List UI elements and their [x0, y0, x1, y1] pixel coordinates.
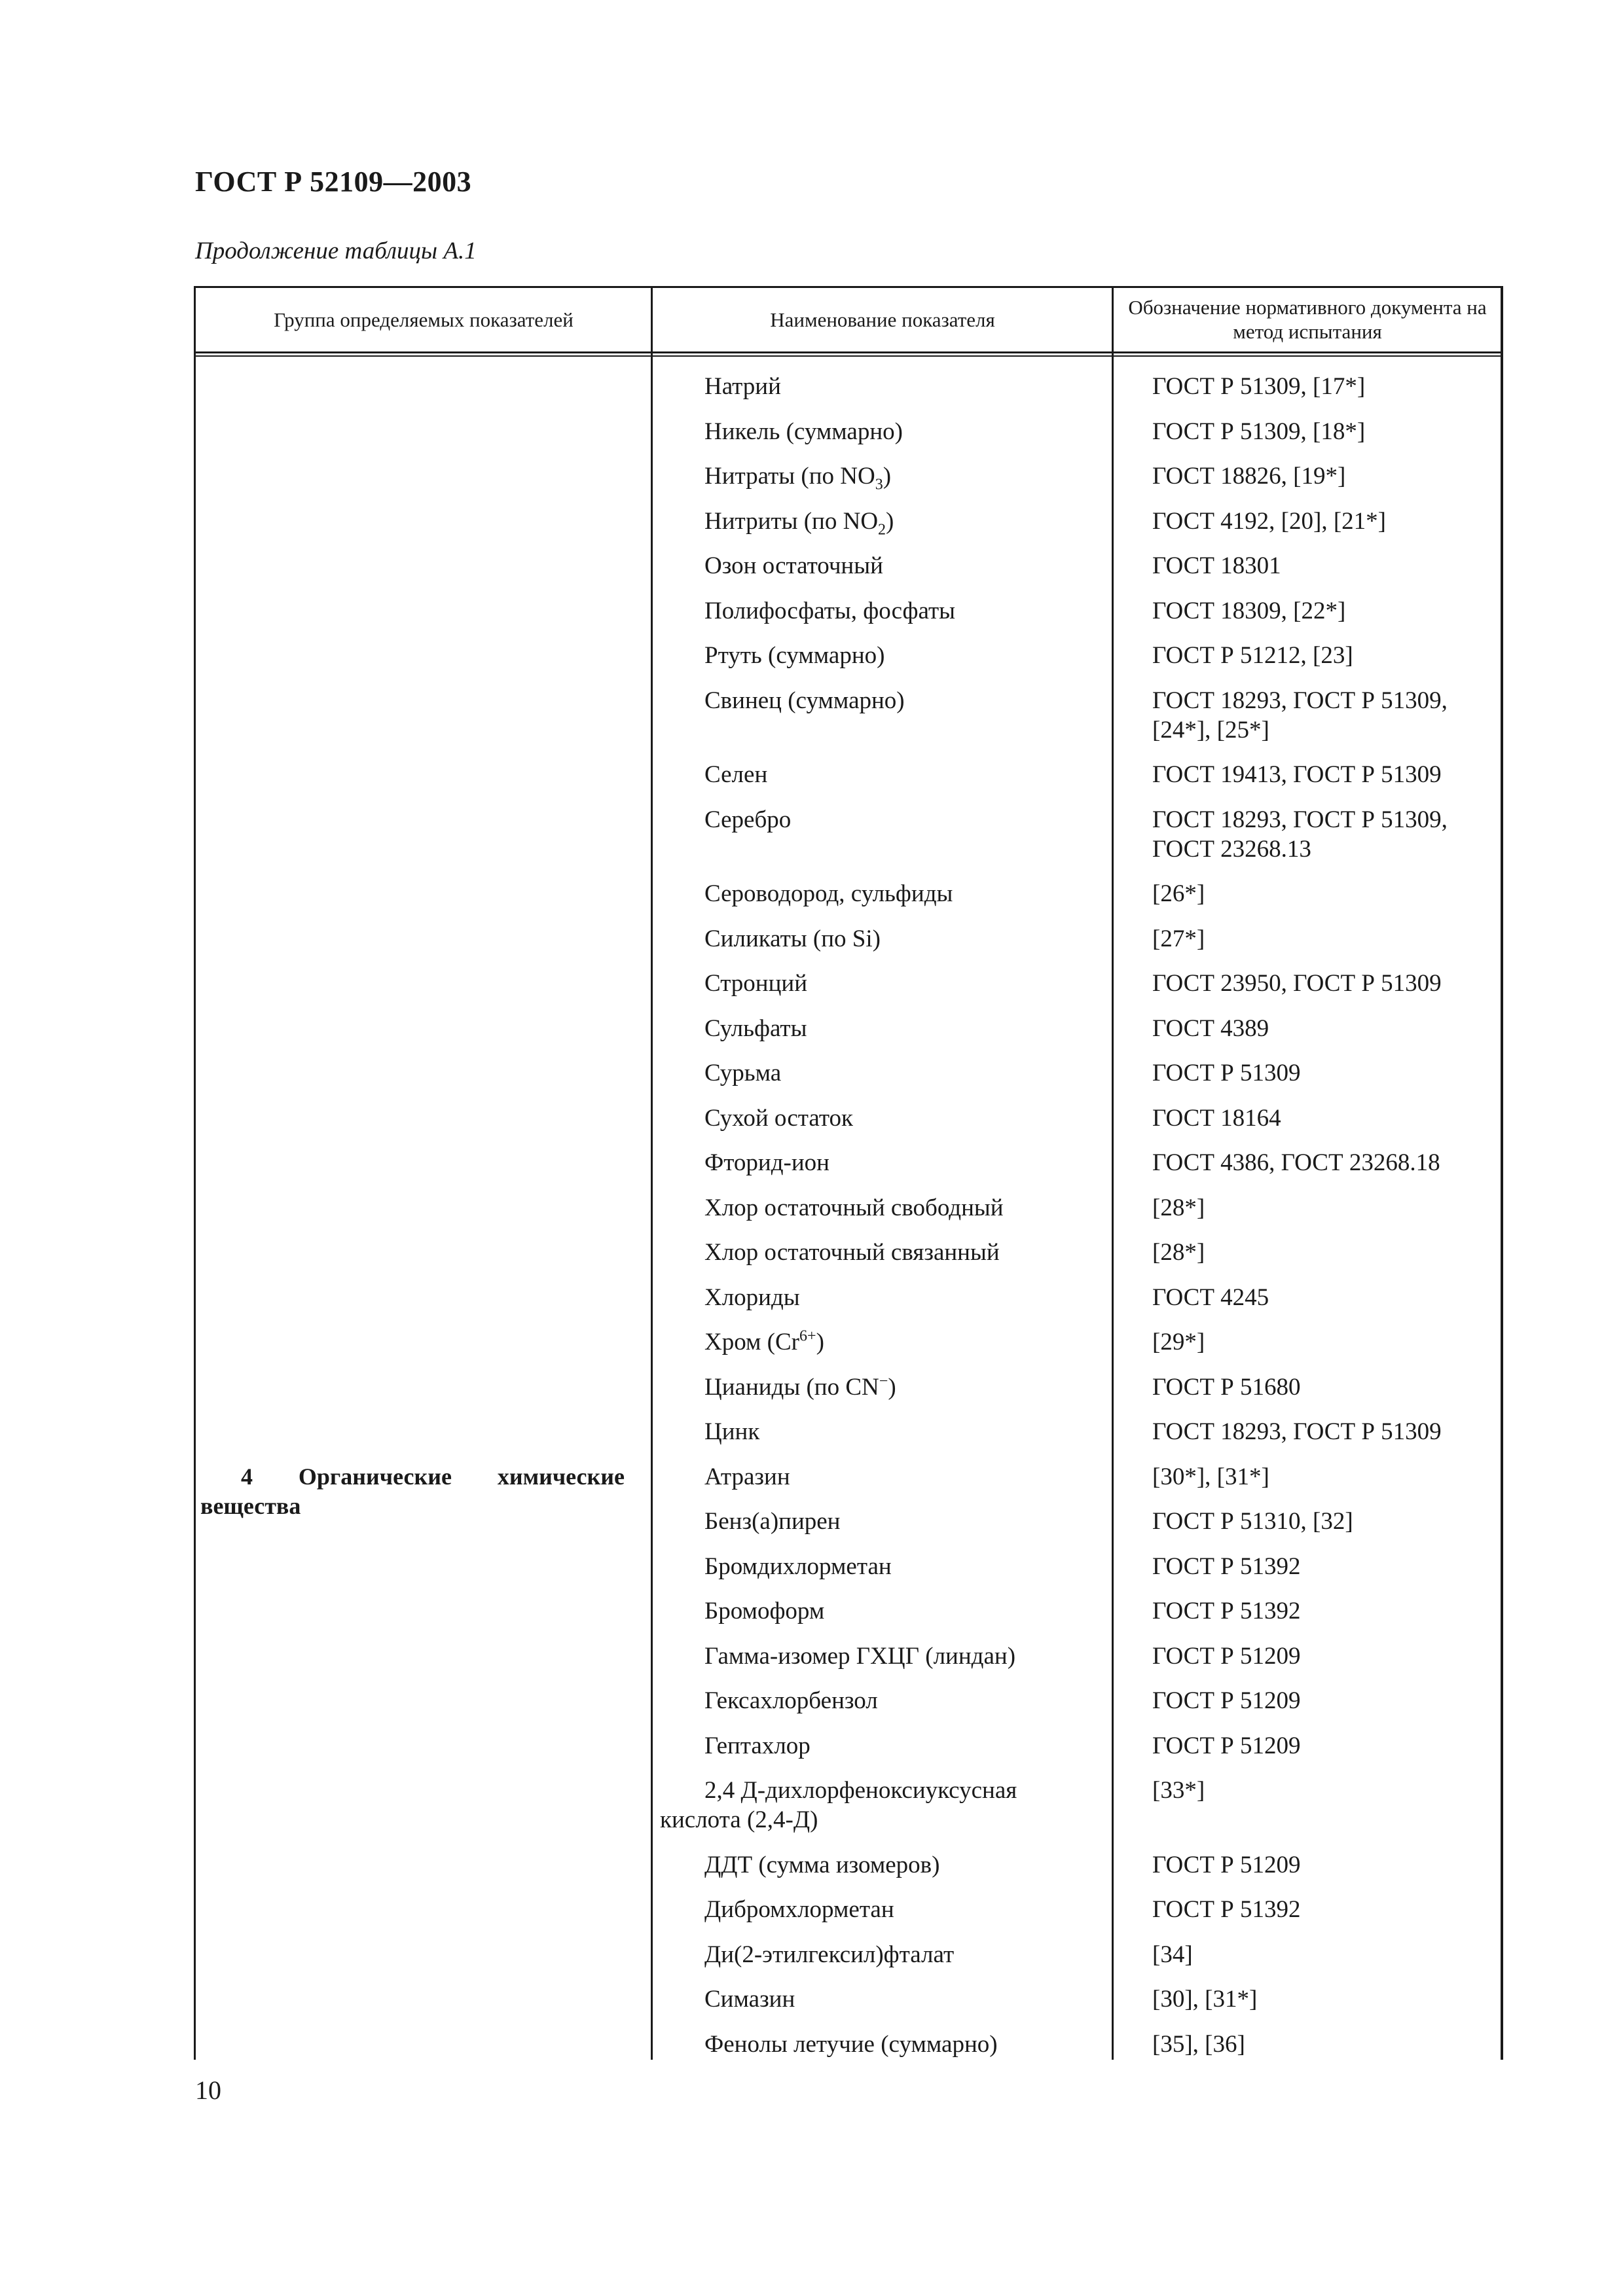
row-doc: ГОСТ 18164	[1152, 1104, 1281, 1132]
row-name	[704, 1462, 790, 1492]
row-name	[704, 2030, 998, 2059]
row-name-text: Серебро	[704, 806, 792, 833]
row-doc: ГОСТ 18293, ГОСТ Р 51309,	[1152, 806, 1448, 833]
row-doc: [33*]	[1152, 1777, 1205, 1804]
row-doc: ГОСТ Р 51310, [32]	[1152, 1508, 1353, 1535]
row-name-text: Натрий	[704, 373, 781, 400]
row-name	[704, 1507, 840, 1536]
row-name	[704, 1776, 1017, 1805]
row-name-line2: кислота (2,4-Д)	[660, 1806, 818, 1833]
row-name	[704, 1686, 878, 1715]
row-name-text: Хром (Cr	[704, 1329, 800, 1355]
row-name	[704, 760, 767, 789]
row-name-text: Гептахлор	[704, 1732, 811, 1759]
row-name	[704, 372, 781, 401]
row-doc: [34]	[1152, 1941, 1193, 1968]
header-group: Группа определяемых показателей	[274, 308, 574, 331]
row-name	[704, 805, 791, 834]
row-name	[704, 417, 903, 446]
row-doc: ГОСТ Р 51309	[1152, 1060, 1301, 1086]
row-name-text: Свинец (суммарно)	[704, 687, 905, 714]
row-doc: [30*], [31*]	[1152, 1463, 1269, 1490]
row-name	[704, 507, 894, 536]
row-name	[704, 1984, 795, 2014]
row-name-superscript: 6+	[799, 1327, 816, 1345]
row-name	[704, 641, 884, 670]
column-divider-2	[1112, 286, 1114, 2060]
row-name	[704, 1552, 892, 1581]
row-doc: [27*]	[1152, 925, 1205, 952]
row-name	[704, 686, 905, 715]
row-doc: ГОСТ 19413, ГОСТ Р 51309	[1152, 761, 1442, 788]
row-name-text: Бромоформ	[704, 1598, 825, 1624]
row-name-text: Озон остаточный	[704, 552, 883, 579]
row-doc: [26*]	[1152, 880, 1205, 907]
row-name-text: Гексахлорбензол	[704, 1687, 878, 1714]
row-name-text: Симазин	[704, 1986, 795, 2013]
header-name: Наименование показателя	[770, 308, 995, 331]
row-name-text: Хлор остаточный связанный	[704, 1239, 1000, 1266]
row-name-text: Дибромхлорметан	[704, 1896, 894, 1923]
row-doc: ГОСТ 18309, [22*]	[1152, 597, 1346, 624]
row-doc: [28*]	[1152, 1239, 1205, 1266]
row-name-text: Селен	[704, 761, 768, 788]
table-left-border	[194, 286, 196, 2060]
row-doc: ГОСТ 23950, ГОСТ Р 51309	[1152, 970, 1442, 997]
row-name-text: Полифосфаты, фосфаты	[704, 597, 955, 624]
row-name-text: Фторид-ион	[704, 1149, 830, 1176]
row-name	[704, 596, 955, 626]
row-doc-line2: [24*], [25*]	[1152, 716, 1269, 744]
row-doc: ГОСТ 4245	[1152, 1283, 1269, 1311]
row-doc: [35], [36]	[1152, 2030, 1245, 2058]
row-doc: ГОСТ 18301	[1152, 552, 1281, 579]
row-name-superscript: −	[879, 1372, 888, 1390]
row-name	[704, 1940, 954, 1969]
group-label: 4 Органические химические вещества	[200, 1463, 625, 1519]
row-name	[704, 1417, 759, 1446]
row-doc: ГОСТ Р 51680	[1152, 1373, 1301, 1401]
row-name	[704, 1148, 830, 1177]
row-name-text: Сухой остаток	[704, 1104, 853, 1132]
row-name-text: Никель (суммарно)	[704, 418, 903, 445]
row-name	[704, 461, 891, 491]
row-name	[704, 1596, 824, 1626]
row-name-text: Бенз(а)пирен	[704, 1508, 841, 1535]
row-name-text: Сульфаты	[704, 1014, 807, 1042]
row-name-text-end: )	[888, 1373, 896, 1401]
column-divider-1	[651, 286, 653, 2060]
page-number: 10	[195, 2075, 221, 2105]
row-name-text: ДДТ (сумма изомеров)	[704, 1851, 940, 1878]
row-doc: ГОСТ Р 51392	[1152, 1598, 1301, 1624]
row-name	[704, 1850, 939, 1880]
row-name-text: Цинк	[704, 1418, 760, 1445]
row-doc: ГОСТ 18826, [19*]	[1152, 463, 1346, 490]
row-doc: ГОСТ 18293, ГОСТ Р 51309	[1152, 1418, 1442, 1445]
row-doc: ГОСТ 4192, [20], [21*]	[1152, 507, 1386, 535]
row-name-text: Бромдихлорметан	[704, 1552, 892, 1580]
row-name-text-end: )	[816, 1329, 824, 1355]
row-name-text: Стронций	[704, 970, 808, 997]
row-doc: ГОСТ Р 51209	[1152, 1732, 1301, 1759]
row-doc: ГОСТ Р 51392	[1152, 1552, 1301, 1580]
row-doc: ГОСТ Р 51209	[1152, 1851, 1301, 1878]
row-name	[704, 1895, 894, 1924]
row-name-text: Цианиды (по CN	[704, 1373, 879, 1401]
row-doc: [28*]	[1152, 1194, 1205, 1221]
indicator-table	[194, 286, 1503, 2060]
row-name	[704, 1641, 1015, 1671]
table-right-border	[1501, 286, 1503, 2060]
row-name-text: Ди(2-этилгексил)фталат	[704, 1941, 955, 1968]
row-doc: ГОСТ Р 51212, [23]	[1152, 642, 1353, 669]
row-name	[704, 1103, 853, 1133]
row-doc: ГОСТ 4389	[1152, 1014, 1269, 1042]
row-name-subscript: 2	[878, 520, 886, 538]
table-continuation-caption: Продолжение таблицы А.1	[195, 238, 477, 264]
table-header-bottom-border-double	[194, 355, 1503, 357]
row-name-text-end: )	[886, 507, 894, 535]
row-name	[704, 924, 881, 954]
row-name-text: Гамма-изомер ГХЦГ (линдан)	[704, 1642, 1016, 1670]
row-doc: [29*]	[1152, 1329, 1205, 1355]
header-doc: Обозначение нормативного документа на метод испытания	[1128, 296, 1487, 343]
row-doc: ГОСТ Р 51209	[1152, 1687, 1301, 1714]
row-name	[704, 969, 807, 998]
row-name-text: Атразин	[704, 1463, 790, 1490]
row-name-text: Сурьма	[704, 1060, 782, 1086]
row-name	[704, 1283, 800, 1312]
row-name-text: Фенолы летучие (суммарно)	[704, 2030, 998, 2058]
row-doc: ГОСТ 18293, ГОСТ Р 51309,	[1152, 687, 1448, 714]
row-name-text: Нитраты (по NO	[704, 463, 875, 490]
row-doc: ГОСТ 4386, ГОСТ 23268.18	[1152, 1149, 1440, 1176]
row-name	[704, 879, 953, 908]
row-name	[704, 1731, 811, 1761]
row-name-text: Нитриты (по NO	[704, 507, 879, 535]
row-doc: ГОСТ Р 51309, [17*]	[1152, 373, 1366, 400]
doc-code: ГОСТ Р 52109—2003	[195, 166, 472, 198]
row-name	[704, 1372, 896, 1402]
row-name-subscript: 3	[875, 476, 883, 493]
row-doc: ГОСТ Р 51309, [18*]	[1152, 418, 1366, 445]
row-name	[704, 551, 883, 581]
row-name	[704, 1014, 807, 1043]
row-name	[704, 1327, 824, 1357]
row-name-text: Сероводород, сульфиды	[704, 880, 953, 907]
row-doc-line2: ГОСТ 23268.13	[1152, 835, 1311, 863]
row-name	[704, 1238, 1000, 1267]
row-name-text: Силикаты (по Si)	[704, 925, 881, 952]
row-doc: ГОСТ Р 51392	[1152, 1896, 1301, 1923]
row-name-text-end: )	[883, 463, 892, 490]
row-name	[704, 1193, 1004, 1223]
row-name-text: Хлор остаточный свободный	[704, 1194, 1004, 1221]
row-name-text: Хлориды	[704, 1283, 800, 1311]
row-name-text: Ртуть (суммарно)	[704, 642, 885, 669]
row-doc: [30], [31*]	[1152, 1986, 1258, 2013]
row-doc: ГОСТ Р 51209	[1152, 1642, 1301, 1670]
row-name	[704, 1058, 781, 1088]
row-name-text: 2,4 Д-дихлорфеноксиуксусная	[704, 1777, 1017, 1804]
